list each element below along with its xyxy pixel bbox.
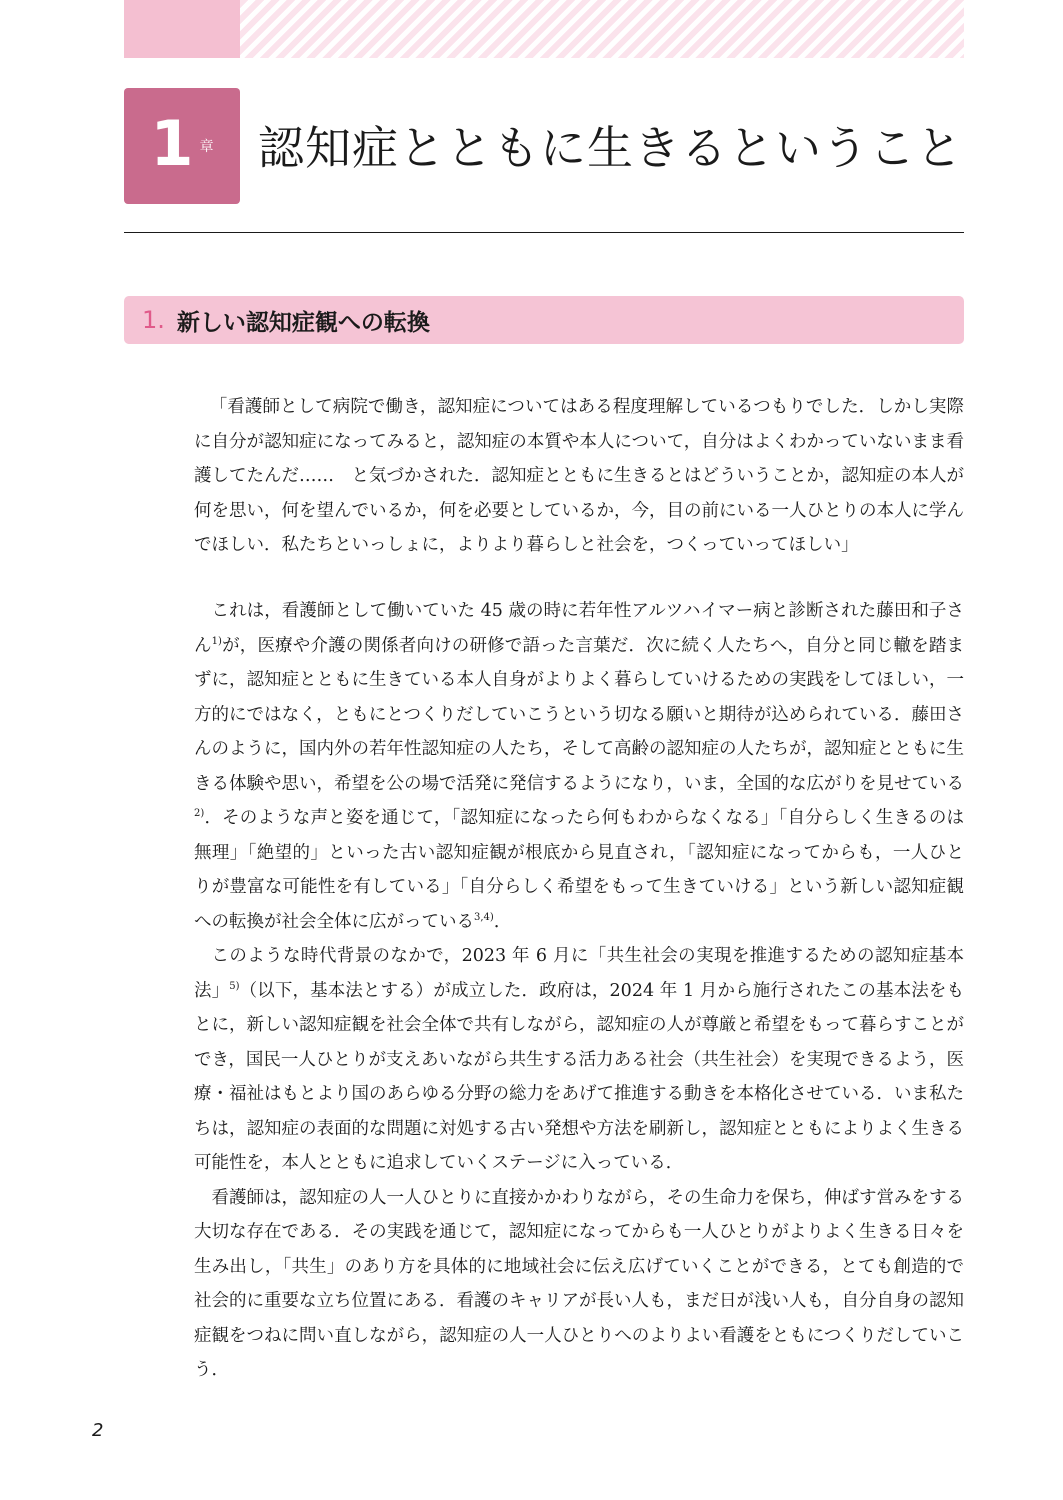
paragraph-1-text-c: ．そのような声と姿を通じて，「認知症になったら何もわからなくなる」「自分らしく生きるのは無理」「絶望的」といった古い認知症観が根底から見直され，「認知症になってからも，一人ひとりが豊富な可能性を有している」「自分らしく希望をもって生きていける」という新しい認知症観への転換が社会全体に広がっている xyxy=(194,808,964,932)
section-heading xyxy=(124,296,964,344)
paragraph-3: 看護師は，認知症の人一人ひとりに直接かかわりながら，その生命力を保ち，伸ばす営みをする大切な存在である．その実践を通じて，認知症になってからも一人ひとりがよりよく生きる日々を生み出し，「共生」のあり方を具体的に地域社会に伝え広げていくことができる，とても創造的で社会的に重要な立ち位置にある．看護のキャリアが長い人も，まだ日が浅い人も，自分自身の認知症観をつねに問い直しながら，認知症の人一人ひとりへのよりよい看護をともにつくりだしていこう． xyxy=(194,1187,964,1380)
citation-ref: 1) xyxy=(211,635,222,647)
citation-ref: 5) xyxy=(229,980,240,992)
paragraph-2-text-b: （以下，基本法とする）が成立した．政府は，2024 年 1 月から施行されたこの基本法をもとに，新しい認知症観を社会全体で共有しながら，認知症の人が尊厳と希望をもって暮らすことができ，国民一人ひとりが支えあいながら共生する活力ある社会（共生社会）を実現できるよう，医療・福祉はもとより国のあらゆる分野の総力をあげて推進する動きを本格化させている．いま私たちは，認知症の表面的な問題に対処する古い発想や方法を刷新し，認知症とともによりよく生きる可能性を，本人とともに追求していくステージに入っている． xyxy=(194,980,964,1173)
main-body xyxy=(194,594,964,1388)
top-band-stripes xyxy=(240,0,964,58)
citation-ref: 3,4) xyxy=(474,911,494,923)
chapter-title: 認知症とともに生きるということ xyxy=(258,121,963,175)
paragraph-1-text-b: が，医療や介護の関係者向けの研修で語った言葉だ．次に続く人たちへ，自分と同じ轍を踏まずに，認知症とともに生きている本人自身がよりよく暮らしていけるための実践をしてほしい，一方的にではなく，ともにとつくりだしていこうという切なる願いと期待が込められている．藤田さんのように，国内外の若年性認知症の人たち，そして高齢の認知症の人たちが，認知症とともに生きる体験や思い，希望を公の場で活発に発信するようになり，いま，全国的な広がりを見せている xyxy=(194,635,965,794)
top-decorative-band xyxy=(124,0,964,58)
paragraph-2 xyxy=(194,939,964,1181)
chapter-badge xyxy=(124,88,240,204)
title-divider xyxy=(124,232,964,233)
chapter-suffix: 章 xyxy=(199,139,214,155)
paragraph-1 xyxy=(194,594,964,939)
paragraph-2-text-a: このような時代背景のなかで，2023 年 6 月に「共生社会の実現を推進するための認知症基本法」 xyxy=(194,946,964,1001)
section-title: 新しい認知症観への転換 xyxy=(176,309,430,336)
paragraph-1-text-a: これは，看護師として働いていた 45 歳の時に若年性アルツハイマー病と診断された藤田和子さん xyxy=(194,601,964,656)
page-number: 2 xyxy=(92,1420,104,1441)
top-band-solid xyxy=(124,0,240,58)
opening-quote: 「看護師として病院で働き，認知症についてはある程度理解しているつもりでした．しかし実際に自分が認知症になってみると，認知症の本質や本人について，自分はよくわかっていないまま看護してたんだ…… と気づかされた．認知症とともに生きるとはどういうことか，認知症の本人が何を思い，何を望んでいるか，何を必要としているか，今，目の前にいる一人ひとりの本人に学んでほしい．私たちといっしょに，よりより暮らしと社会を，つくっていってほしい」 xyxy=(194,397,964,555)
citation-ref: 2) xyxy=(194,808,205,819)
section-number: 1. xyxy=(142,306,165,334)
chapter-number: 1 xyxy=(150,107,194,180)
paragraph-1-text-d: ． xyxy=(493,911,512,932)
